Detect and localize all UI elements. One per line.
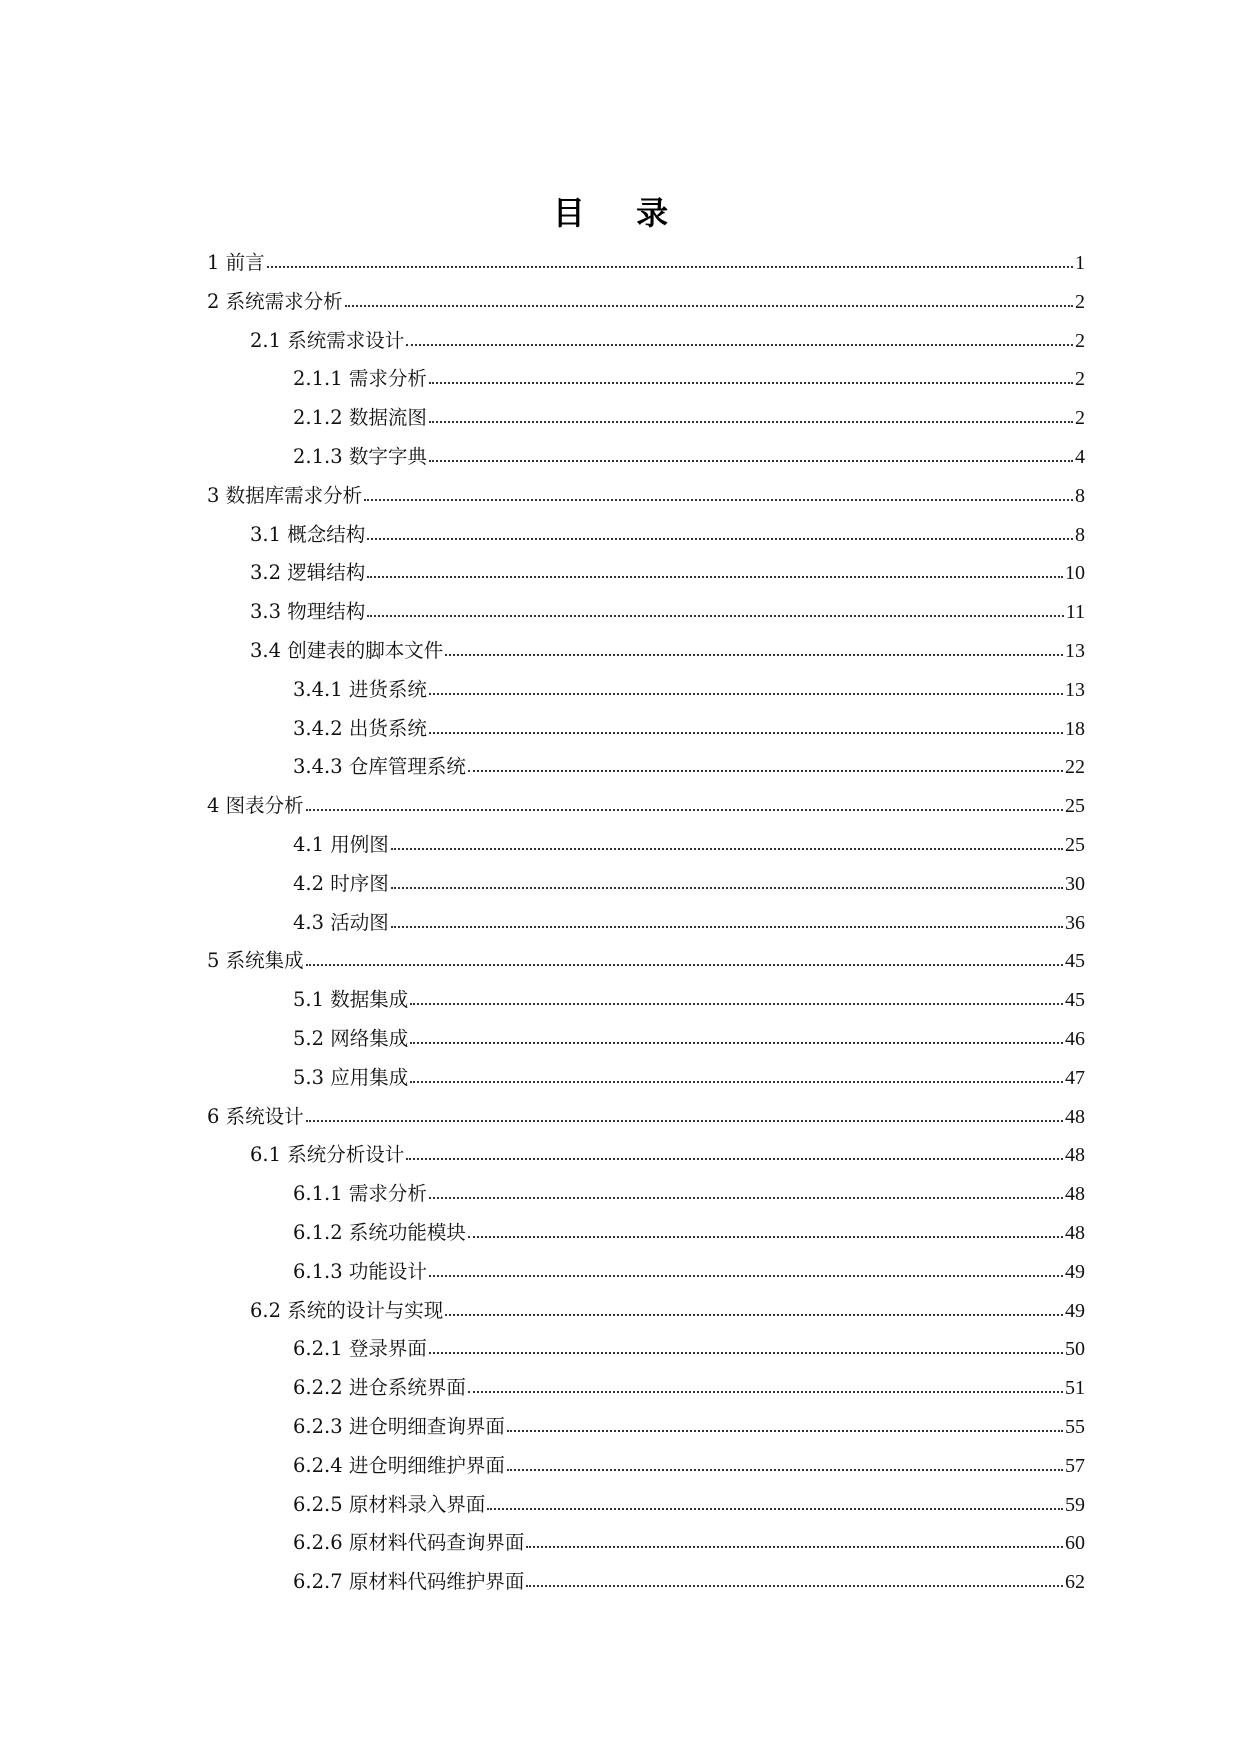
toc-entry-label: 2.1.1 需求分析: [293, 367, 427, 391]
toc-entry-label: 4.3 活动图: [293, 910, 389, 934]
toc-leader-dots: [267, 266, 1073, 268]
toc-leader-dots: [526, 1585, 1063, 1587]
toc-entry[interactable]: [293, 1370, 1085, 1400]
toc-entry-page-number: 8: [1075, 523, 1085, 546]
toc-entry-page-number: 13: [1065, 678, 1085, 701]
toc-entry[interactable]: [250, 1137, 1085, 1167]
toc-entry-label: 6.1.1 需求分析: [293, 1182, 427, 1206]
toc-entry-label: 5.2 网络集成: [293, 1027, 409, 1050]
toc-entry-label: 4 图表分析: [207, 794, 304, 818]
toc-leader-dots: [367, 615, 1064, 617]
toc-leader-dots: [429, 1352, 1063, 1354]
toc-leader-dots: [367, 538, 1073, 540]
toc-entry[interactable]: [293, 827, 1085, 857]
toc-entry[interactable]: [293, 1564, 1085, 1594]
toc-entry-label: 2 系统需求分析: [207, 289, 343, 313]
toc-entry[interactable]: [293, 1409, 1085, 1439]
toc-entry-page-number: 49: [1065, 1260, 1085, 1283]
toc-leader-dots: [367, 576, 1063, 578]
toc-leader-dots: [429, 693, 1063, 695]
toc-leader-dots: [429, 382, 1073, 384]
toc-leader-dots: [445, 654, 1063, 656]
toc-entry-label: 2.1.2 数据流图: [293, 406, 427, 430]
toc-entry[interactable]: [250, 323, 1085, 353]
toc-entry-page-number: 48: [1065, 1144, 1085, 1167]
toc-leader-dots: [429, 1275, 1063, 1277]
toc-entry[interactable]: [293, 1215, 1085, 1245]
toc-leader-dots: [429, 460, 1073, 462]
toc-entry-label: 3 数据库需求分析: [207, 483, 363, 507]
toc-entry-label: 5.1 数据集成: [293, 988, 409, 1012]
toc-leader-dots: [429, 1197, 1063, 1199]
toc-entry-label: 6.2.7 原材料代码维护界面: [293, 1570, 525, 1594]
toc-entry[interactable]: [207, 478, 1085, 508]
toc-entry-label: 5 系统集成: [207, 949, 304, 973]
toc-entry[interactable]: [293, 711, 1085, 741]
toc-entry[interactable]: [293, 361, 1085, 391]
toc-entry-label: 1 前言: [207, 251, 265, 274]
toc-entry[interactable]: [293, 1060, 1085, 1090]
toc-entry-page-number: 57: [1065, 1454, 1085, 1477]
toc-entry-label: 6.2.2 进仓系统界面: [293, 1376, 466, 1400]
toc-leader-dots: [429, 421, 1073, 423]
toc-entry[interactable]: [250, 633, 1085, 663]
toc-entry-label: 2.1.3 数字字典: [293, 445, 427, 468]
toc-entry[interactable]: [293, 866, 1085, 896]
toc-entry-label: 6.2.4 进仓明细维护界面: [293, 1453, 505, 1477]
toc-leader-dots: [468, 770, 1063, 772]
toc-entry[interactable]: [207, 943, 1085, 973]
toc-leader-dots: [406, 344, 1073, 346]
toc-entry[interactable]: [207, 245, 1085, 275]
toc-entry-page-number: 25: [1065, 795, 1085, 818]
toc-entry-label: 3.4.3 仓库管理系统: [293, 755, 466, 779]
toc-leader-dots: [410, 1003, 1063, 1005]
toc-leader-dots: [468, 1391, 1063, 1393]
toc-entry-page-number: 48: [1065, 1105, 1085, 1128]
toc-entry-label: 2.1 系统需求设计: [250, 328, 405, 352]
toc-entry-page-number: 48: [1065, 1183, 1085, 1206]
toc-entry-label: 3.4 创建表的脚本文件: [250, 639, 444, 662]
toc-entry-page-number: 47: [1065, 1066, 1085, 1089]
toc-entry-page-number: 62: [1065, 1571, 1085, 1594]
toc-leader-dots: [345, 305, 1073, 307]
toc-leader-dots: [429, 732, 1063, 734]
toc-entry-page-number: 51: [1065, 1377, 1085, 1400]
toc-entry-label: 3.4.2 出货系统: [293, 716, 427, 740]
toc-entry-page-number: 55: [1065, 1416, 1085, 1438]
toc-leader-dots: [391, 887, 1063, 889]
toc-leader-dots: [507, 1469, 1063, 1471]
toc-leader-dots: [306, 1120, 1063, 1122]
toc-entry-label: 6.1 系统分析设计: [250, 1143, 405, 1167]
toc-entry-page-number: 30: [1065, 872, 1085, 895]
toc-entry-page-number: 10: [1065, 562, 1085, 585]
toc-entry[interactable]: [250, 555, 1085, 585]
toc-entry[interactable]: [293, 1487, 1085, 1517]
toc-leader-dots: [487, 1508, 1063, 1510]
toc-entry[interactable]: [293, 1021, 1085, 1051]
toc-entry-page-number: 2: [1075, 368, 1085, 391]
toc-entry[interactable]: [293, 439, 1085, 469]
toc-entry-page-number: 13: [1065, 640, 1085, 662]
toc-entry-label: 4.1 用例图: [293, 833, 389, 856]
toc-entry-page-number: 11: [1065, 601, 1085, 624]
toc-entry[interactable]: [207, 788, 1085, 818]
toc-entry[interactable]: [293, 1254, 1085, 1284]
toc-entry-label: 3.1 概念结构: [250, 522, 366, 546]
toc-leader-dots: [445, 1314, 1063, 1316]
toc-entry-label: 3.2 逻辑结构: [250, 561, 366, 585]
toc-entry-page-number: 49: [1065, 1299, 1085, 1322]
toc-entry[interactable]: [293, 1525, 1085, 1555]
toc-leader-dots: [410, 1081, 1063, 1083]
toc-entry-label: 6.2.1 登录界面: [293, 1337, 427, 1361]
toc-entry[interactable]: [293, 1331, 1085, 1361]
toc-entry[interactable]: [293, 400, 1085, 430]
toc-entry-page-number: 36: [1065, 911, 1085, 934]
toc-leader-dots: [391, 926, 1063, 928]
toc-leader-dots: [507, 1430, 1063, 1432]
toc-entry[interactable]: [207, 284, 1085, 314]
toc-entry-label: 3.3 物理结构: [250, 600, 366, 624]
toc-entry-page-number: 2: [1075, 407, 1085, 430]
toc-entry-page-number: 45: [1065, 989, 1085, 1012]
toc-entry-page-number: 2: [1075, 329, 1085, 352]
toc-entry-label: 6 系统设计: [207, 1104, 304, 1128]
toc-leader-dots: [468, 1236, 1063, 1238]
toc-leader-dots: [391, 848, 1063, 850]
toc-entry[interactable]: [293, 1176, 1085, 1206]
toc-entry-label: 6.2.6 原材料代码查询界面: [293, 1531, 525, 1555]
toc-entry[interactable]: [250, 517, 1085, 547]
toc-leader-dots: [410, 1042, 1063, 1044]
toc-leader-dots: [364, 499, 1073, 501]
toc-entry-page-number: 50: [1065, 1338, 1085, 1361]
toc-entry-page-number: 45: [1065, 950, 1085, 973]
toc-entry-page-number: 46: [1065, 1028, 1085, 1050]
toc-leader-dots: [406, 1158, 1063, 1160]
toc-entry[interactable]: [293, 749, 1085, 779]
toc-entry-label: 4.2 时序图: [293, 871, 389, 895]
toc-entry-label: 6.1.2 系统功能模块: [293, 1221, 466, 1244]
toc-entry-label: 5.3 应用集成: [293, 1065, 409, 1089]
toc-entry[interactable]: [293, 1448, 1085, 1478]
toc-entry[interactable]: [293, 672, 1085, 702]
toc-entry-page-number: 4: [1075, 446, 1085, 468]
toc-entry[interactable]: [250, 594, 1085, 624]
toc-entry-page-number: 60: [1065, 1532, 1085, 1555]
toc-entry-page-number: 25: [1065, 834, 1085, 856]
page-title: 目 录: [552, 194, 689, 232]
toc-entry-label: 3.4.1 进货系统: [293, 677, 427, 701]
toc-leader-dots: [526, 1546, 1063, 1548]
toc-entry[interactable]: [250, 1293, 1085, 1323]
toc-entry-page-number: 18: [1065, 717, 1085, 740]
toc-leader-dots: [306, 964, 1063, 966]
toc-entry-page-number: 59: [1065, 1493, 1085, 1516]
toc-entry-page-number: 2: [1075, 290, 1085, 313]
toc-entry-label: 6.1.3 功能设计: [293, 1259, 427, 1283]
toc-entry[interactable]: [293, 982, 1085, 1012]
toc-entry-page-number: 1: [1075, 252, 1085, 274]
toc-entry[interactable]: [207, 1099, 1085, 1129]
toc-leader-dots: [306, 809, 1063, 811]
toc-entry-label: 6.2.5 原材料录入界面: [293, 1492, 486, 1516]
toc-entry-label: 6.2.3 进仓明细查询界面: [293, 1415, 505, 1438]
toc-entry-page-number: 22: [1065, 756, 1085, 779]
toc-entry[interactable]: [293, 905, 1085, 935]
toc-entry-page-number: 48: [1065, 1222, 1085, 1244]
toc-entry-page-number: 8: [1075, 484, 1085, 507]
toc-entry-label: 6.2 系统的设计与实现: [250, 1298, 444, 1322]
